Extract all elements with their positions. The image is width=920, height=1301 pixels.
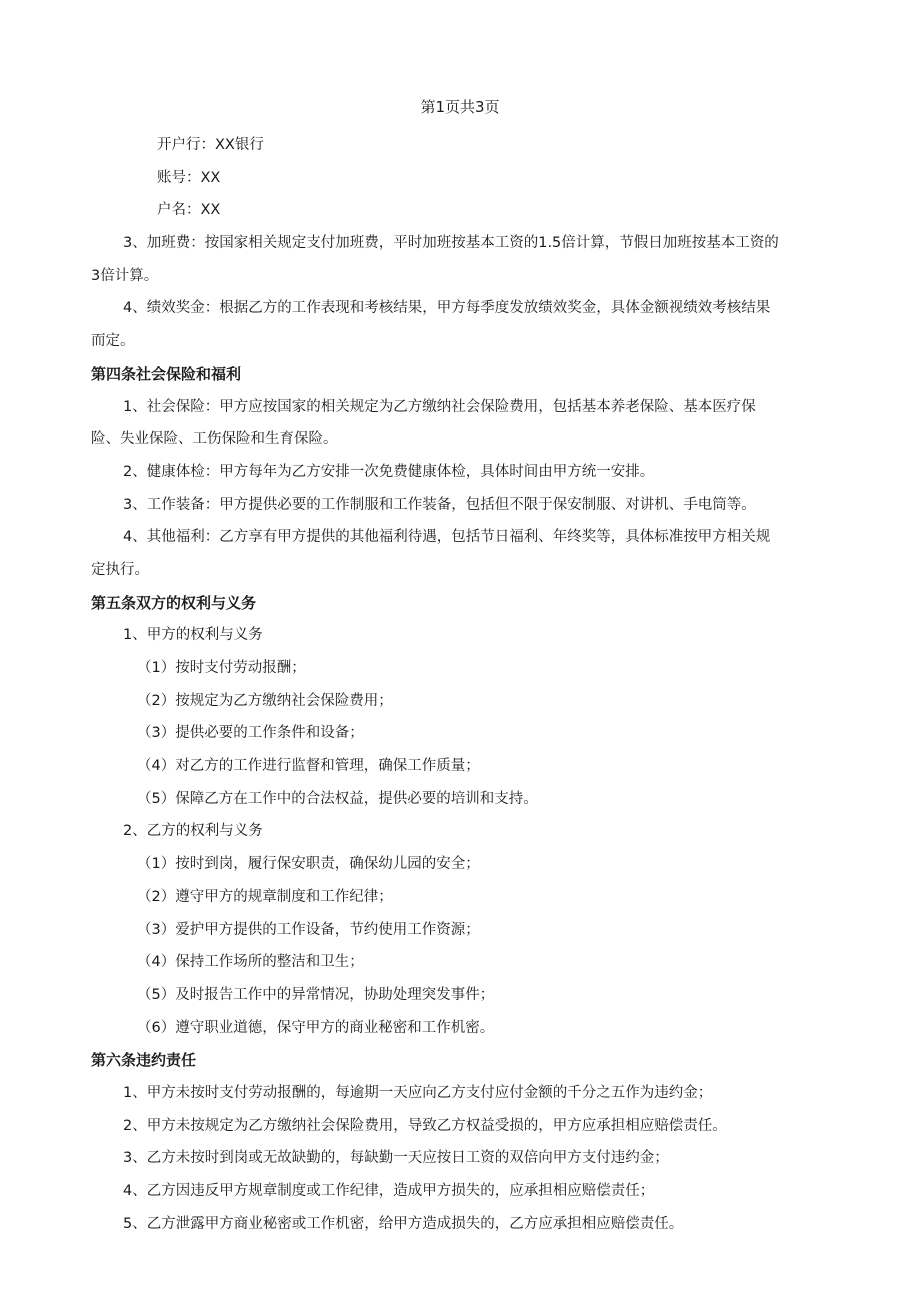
account-name-line: 户名：XX — [157, 202, 221, 219]
bank-line: 开户行：XX银行 — [157, 137, 264, 153]
party-a-item: （3）提供必要的工作条件和设备； — [137, 725, 364, 742]
party-a-item: （1）按时支付劳动报酬； — [137, 660, 306, 676]
bonus-line-2: 而定。 — [91, 333, 135, 350]
social-insurance-line-2: 险、失业保险、工伤保险和生育保险。 — [91, 431, 338, 448]
party-b-item: （3）爱护甲方提供的工作设备，节约使用工作资源； — [137, 921, 480, 938]
party-b-item: （5）及时报告工作中的异常情况，协助处理突发事件； — [137, 986, 495, 1003]
contract-body — [91, 129, 821, 1240]
liability-item: 2、甲方未按规定为乙方缴纳社会保险费用，导致乙方权益受损的，甲方应承担相应赔偿责任。 — [123, 1117, 727, 1134]
social-insurance-line-1: 1、社会保险：甲方应按国家的相关规定为乙方缴纳社会保险费用，包括基本养老保险、基本医疗保 — [123, 398, 756, 415]
liability-item: 4、乙方因违反甲方规章制度或工作纪律，造成甲方损失的，应承担相应赔偿责任； — [123, 1183, 655, 1199]
party-b-title: 2、乙方的权利与义务 — [123, 823, 263, 840]
other-benefits-line-2: 定执行。 — [91, 561, 149, 578]
bonus-line-1: 4、绩效奖金：根据乙方的工作表现和考核结果，甲方每季度发放绩效奖金，具体金额视绩效考核结果 — [123, 300, 771, 317]
party-b-item: （6）遵守职业道德，保守甲方的商业秘密和工作机密。 — [137, 1019, 495, 1036]
liability-item: 1、甲方未按时支付劳动报酬的，每逾期一天应向乙方支付应付金额的千分之五作为违约金； — [123, 1084, 713, 1101]
liability-item: 3、乙方未按时到岗或无故缺勤的，每缺勤一天应按日工资的双倍向甲方支付违约金； — [123, 1150, 669, 1167]
other-benefits-line-1: 4、其他福利：乙方享有甲方提供的其他福利待遇，包括节日福利、年终奖等，具体标准按甲方相关规 — [123, 529, 771, 546]
liability-item: 5、乙方泄露甲方商业秘密或工作机密，给甲方造成损失的，乙方应承担相应赔偿责任。 — [123, 1215, 684, 1232]
overtime-pay-line-1: 3、加班费：按国家相关规定支付加班费，平时加班按基本工资的1.5倍计算，节假日加班按基本工资的 — [123, 235, 779, 252]
party-b-item: （2）遵守甲方的规章制度和工作纪律； — [137, 888, 393, 905]
party-a-item: （5）保障乙方在工作中的合法权益，提供必要的培训和支持。 — [137, 790, 538, 807]
equipment-line: 3、工作装备：甲方提供必要的工作制服和工作装备，包括但不限于保安制服、对讲机、手电筒等。 — [123, 496, 756, 513]
article5-heading: 第五条双方的权利与义务 — [91, 593, 257, 612]
health-check-line: 2、健康体检：甲方每年为乙方安排一次免费健康体检，具体时间由甲方统一安排。 — [123, 463, 655, 480]
party-a-title: 1、甲方的权利与义务 — [123, 627, 263, 644]
account-line: 账号：XX — [157, 169, 221, 186]
overtime-pay-line-2: 3倍计算。 — [91, 267, 159, 284]
party-a-item: （4）对乙方的工作进行监督和管理，确保工作质量； — [137, 758, 480, 775]
article6-heading: 第六条违约责任 — [91, 1051, 197, 1070]
page-number: 第1页共3页 — [420, 98, 500, 116]
party-b-item: （1）按时到岗，履行保安职责，确保幼儿园的安全； — [137, 856, 480, 873]
article4-heading: 第四条社会保险和福利 — [91, 364, 242, 383]
party-b-item: （4）保持工作场所的整洁和卫生； — [137, 954, 364, 971]
party-a-item: （2）按规定为乙方缴纳社会保险费用； — [137, 692, 393, 709]
